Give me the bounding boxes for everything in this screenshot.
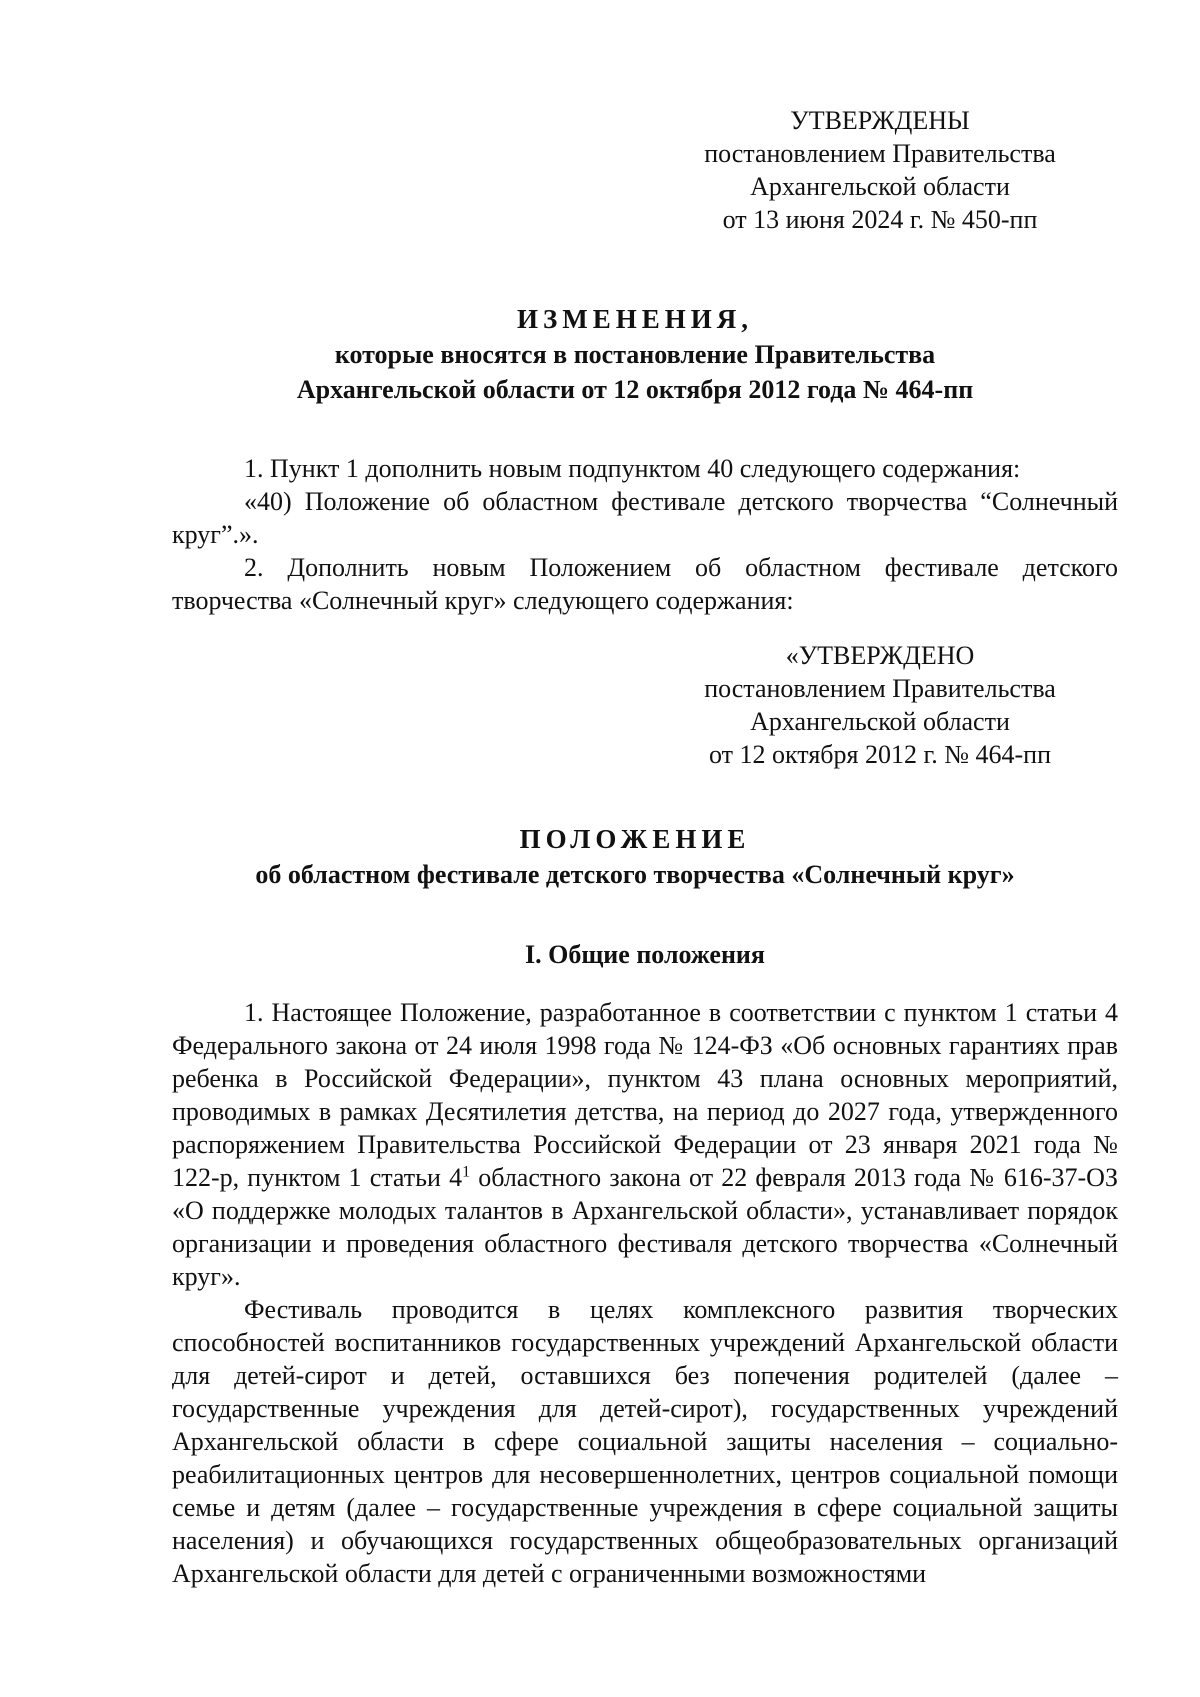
changes-paragraph-3: 2. Дополнить новым Положением об областном фестивале детского творчества «Солнечный круг» следующего содержания: [172,553,1118,615]
changes-paragraph-2: «40) Положение об областном фестивале детского творчества “Солнечный круг”.». [172,487,1118,549]
section-body [172,996,1118,1590]
section-paragraph-2: Фестиваль проводится в целях комплексного развития творческих способностей воспитанников государственных учреждений Архангельской области для детей-сирот и детей, оставшихся без попечения родителей (далее – государственные учреждения для детей-сирот), государственных учреждений Архангельской области в сфере социальной защиты населения – социально-реабилитационных центров для несовершеннолетних, центров социальной помощи семье и детям (далее – государственные учреждения в сфере социальной защиты населения) и обучающихся государственных общеобразовательных организаций Архангельской области для детей с ограниченными возможностями [172,1295,1118,1588]
section-paragraph-1-text: 1. Настоящее Положение, разработанное в соответствии с пунктом 1 статьи 4 Федерального закона от 24 июля 1998 года № 124-ФЗ «Об основных гарантиях прав ребенка в Российской Федерации», пунктом 43 плана основных мероприятий, проводимых в рамках Десятилетия детства, на период до 2027 года, утвержденного распоряжением Правительства Российской Федерации от 23 января 2021 года № 122-р, пунктом 1 статьи 4 [172,998,1118,1192]
changes-heading: ИЗМЕНЕНИЯ, [516,304,753,334]
approval-second-line2: постановлением Правительства [704,674,1056,703]
approval-second-line1: «УТВЕРЖДЕНО [785,641,975,670]
regulation-heading: ПОЛОЖЕНИЕ [519,824,751,854]
approval-top-line2: постановлением Правительства [704,139,1056,168]
superscript-marker: 1 [462,1163,471,1181]
approval-second-line3: Архангельской области [750,707,1010,736]
section-paragraph-1 [172,996,1118,1293]
regulation-title [170,822,1100,892]
changes-paragraph-1: 1. Пункт 1 дополнить новым подпунктом 40 следующего содержания: [244,454,1021,483]
section-paragraph-1-cont: областного закона от 22 февраля 2013 года № 616-37-ОЗ «О поддержке молодых талантов в Архангельской области», устанавливает порядок организации и проведения областного фестиваля детского творчества «Солнечный круг». [172,1163,1118,1291]
changes-subtitle-line1: которые вносятся в постановление Правительства [334,340,936,369]
approval-block-second [680,639,1080,771]
changes-subtitle-line2: Архангельской области от 12 октября 2012 года № 464-пп [296,375,974,404]
approval-top-line4: от 13 июня 2024 г. № 450-пп [722,205,1038,234]
changes-body [172,452,1118,617]
section-heading: I. Общие положения [525,940,765,969]
approval-block-top [680,104,1080,236]
approval-top-line3: Архангельской области [750,172,1010,201]
approval-second-line4: от 12 октября 2012 г. № 464-пп [709,740,1051,769]
changes-title [170,302,1100,407]
regulation-subtitle: об областном фестивале детского творчества «Солнечный круг» [255,860,1015,889]
approval-top-line1: УТВЕРЖДЕНЫ [790,106,970,135]
